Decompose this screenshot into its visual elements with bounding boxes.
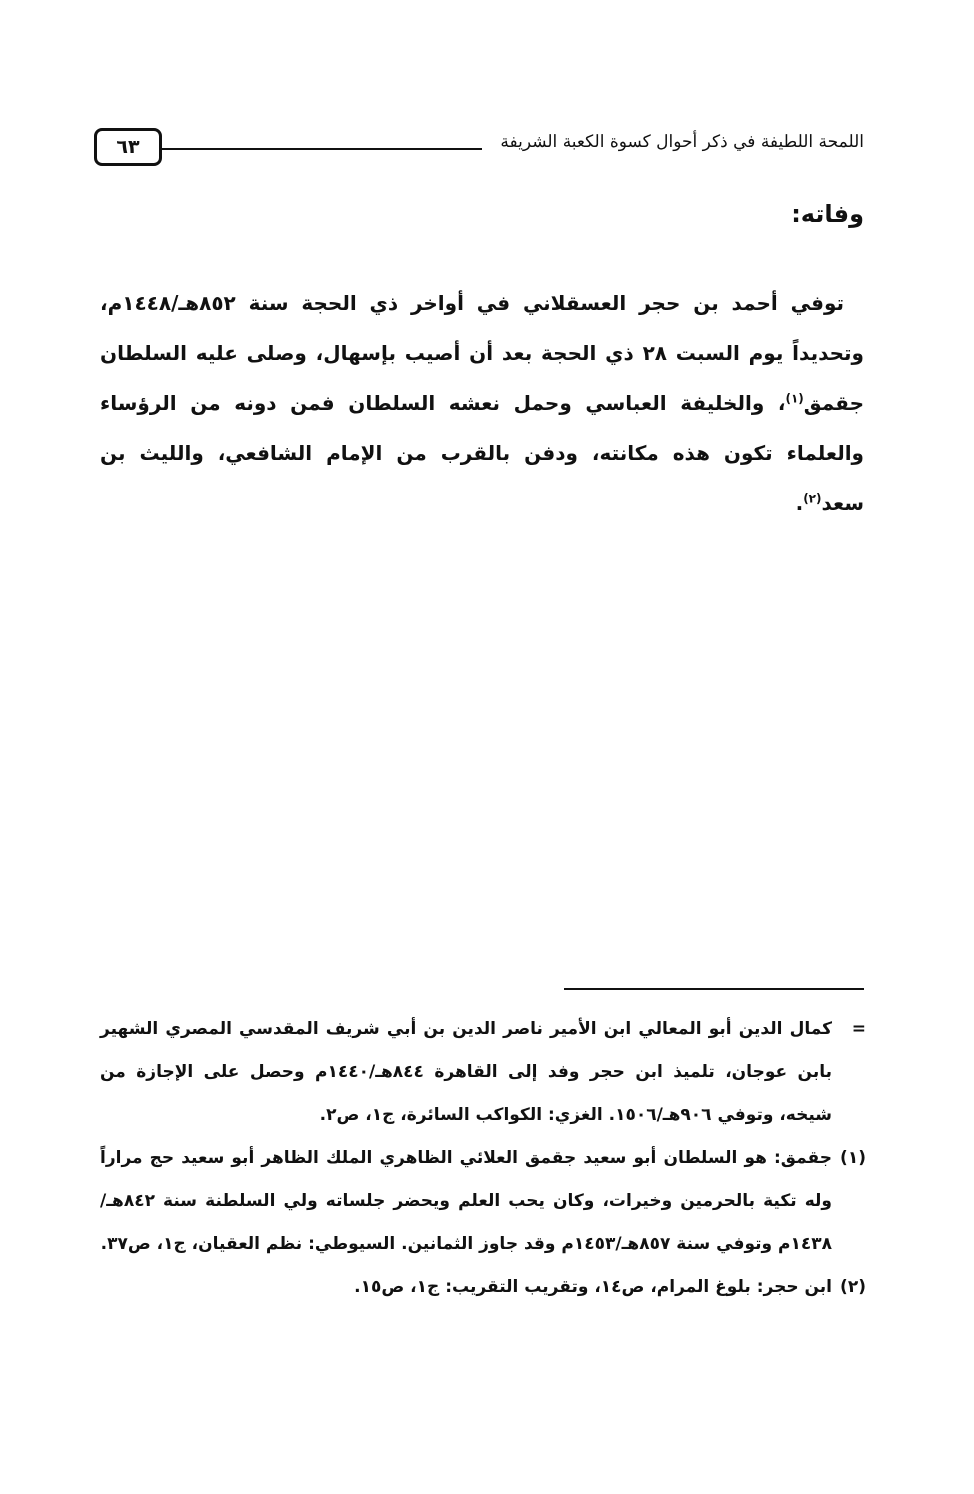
footnotes-section [100, 1008, 866, 1309]
footnote-1 [100, 1137, 866, 1266]
footnote-marker: (٢) [840, 1277, 866, 1297]
paragraph-text-part1: توفي أحمد بن حجر العسقلاني في أواخر ذي الحجة سنة ٨٥٢هـ/١٤٤٨م، وتحديداً يوم السبت ٢٨ ذي الحجة بعد أن أصيب بإسهال، وصلى عليه السلطان جقمق [100, 291, 864, 415]
footnote-ref-2: (٢) [803, 491, 822, 506]
header-rule [162, 148, 482, 150]
running-header [94, 128, 864, 174]
footnote-ref-1: (١) [785, 391, 804, 406]
footnote-marker: = [851, 1019, 866, 1039]
section-heading: وفاته: [791, 200, 864, 228]
footnote-continuation [100, 1008, 866, 1137]
footnote-text: ابن حجر: بلوغ المرام، ص١٤، وتقريب التقريب: ج١، ص١٥. [354, 1277, 832, 1297]
page-number-box: ٦٣ [94, 128, 162, 166]
footnote-marker: (١) [840, 1148, 866, 1168]
book-title: اللمحة اللطيفة في ذكر أحوال كسوة الكعبة الشريفة [500, 132, 864, 152]
footnote-text: كمال الدين أبو المعالي ابن الأمير ناصر الدين بن أبي شريف المقدسي المصري الشهير بابن عوجان، تلميذ ابن حجر وفد إلى القاهرة ٨٤٤هـ/١٤٤٠م وحصل على الإجازة من شيخه، وتوفي ٩٠٦هـ/١٥٠٦. الغزي: الكواكب السائرة، ج١، ص٢. [100, 1019, 832, 1125]
paragraph-text-part2: ، والخليفة العباسي وحمل نعشه السلطان فمن دونه من الرؤساء والعلماء تكون هذه مكانته، ودفن بالقرب من الإمام الشافعي، والليث بن سعد [100, 391, 864, 515]
paragraph-end: . [795, 491, 804, 515]
footnote-2 [100, 1266, 866, 1309]
body-paragraph [100, 278, 864, 528]
footnote-separator [564, 988, 864, 990]
footnote-text: جقمق: هو السلطان أبو سعيد جقمق العلائي الظاهري الملك الظاهر أبو سعيد حج مراراً وله تكية بالحرمين وخيرات، وكان يحب العلم ويحضر جلساته ولي السلطنة سنة ٨٤٢هـ/١٤٣٨م وتوفي سنة ٨٥٧هـ/١٤٥٣م وقد جاوز الثمانين. السيوطي: نظم العقيان، ج١، ص٣٧. [100, 1148, 832, 1254]
